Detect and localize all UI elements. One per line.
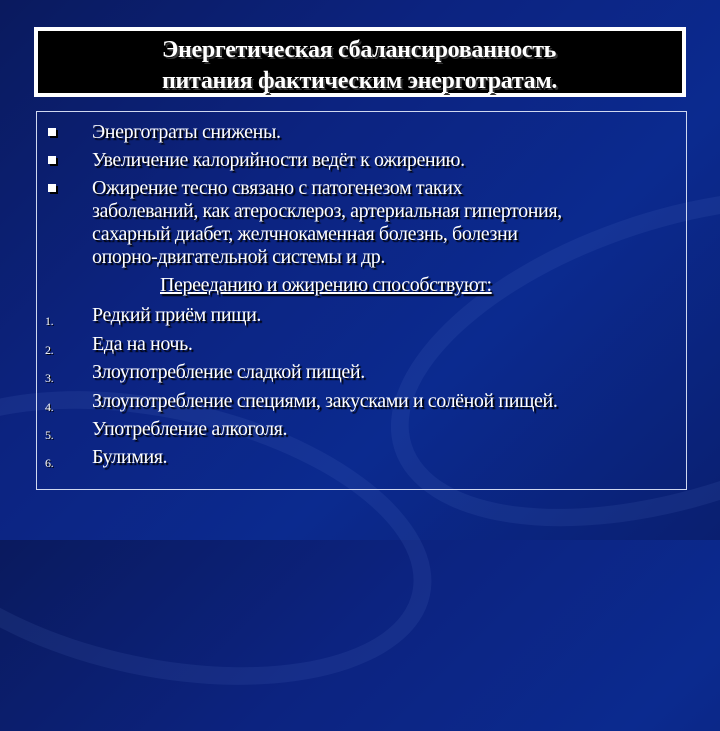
item-text: Булимия. — [92, 446, 168, 468]
title-box — [34, 27, 686, 97]
item-number: 6. — [45, 456, 54, 470]
bullet-text: Увеличение калорийности ведёт к ожирению. — [92, 149, 465, 171]
item-number: 2. — [45, 343, 54, 357]
item-number: 1. — [45, 314, 54, 328]
item-number: 5. — [45, 428, 54, 442]
bullet-text: опорно-двигательной системы и др. — [92, 246, 385, 268]
item-number: 4. — [45, 400, 54, 414]
bullet-text: заболеваний, как атеросклероз, артериальная гипертония, — [92, 200, 562, 222]
item-text: Употребление алкоголя. — [92, 418, 288, 440]
item-number: 3. — [45, 371, 54, 385]
content-box — [36, 111, 687, 490]
item-text: Редкий приём пищи. — [92, 304, 262, 326]
bullet-text: Ожирение тесно связано с патогенезом таких — [92, 177, 463, 199]
item-text: Еда на ночь. — [92, 333, 193, 355]
bullet-text: Энерготраты снижены. — [92, 121, 281, 143]
title-line-2: питания фактическим энерготратам. — [162, 68, 558, 94]
square-bullet-icon — [48, 184, 56, 192]
subheading: Перееданию и ожирению способствуют: — [160, 274, 492, 296]
square-bullet-icon — [48, 156, 56, 164]
bullet-text: сахарный диабет, желчнокаменная болезнь, болезни — [92, 223, 518, 245]
title-line-1: Энергетическая сбалансированность — [162, 37, 557, 63]
item-text: Злоупотребление сладкой пищей. — [92, 361, 365, 383]
slide-title — [162, 35, 682, 97]
square-bullet-icon — [48, 128, 56, 136]
item-text: Злоупотребление специями, закусками и солёной пищей. — [92, 390, 558, 412]
